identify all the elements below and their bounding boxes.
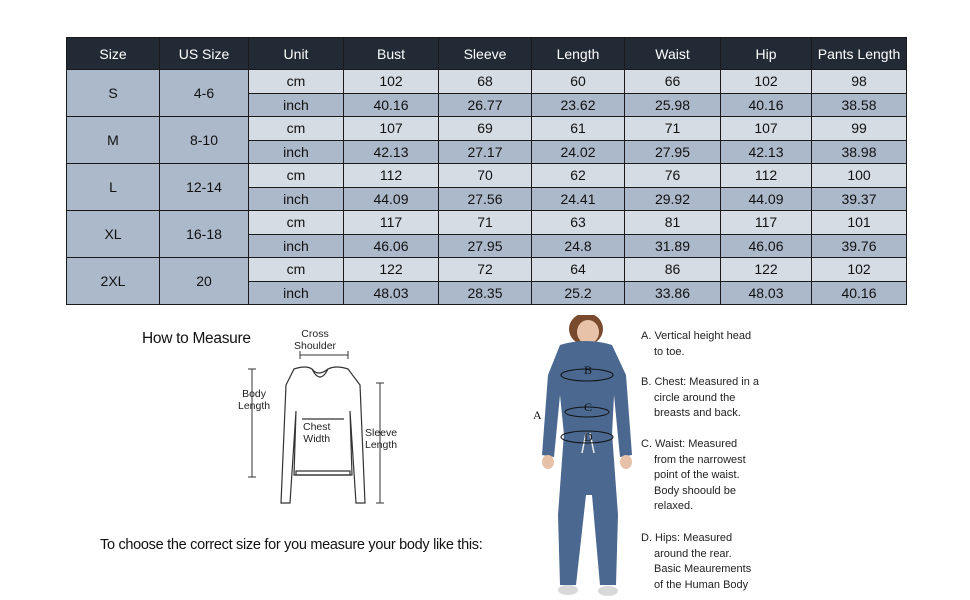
table-cell: 48.03 (721, 281, 812, 305)
table-row (67, 164, 907, 188)
table-cell: 99 (812, 117, 907, 141)
unit-cell: inch (249, 234, 344, 258)
table-cell: 27.56 (439, 187, 532, 211)
header-cell: Pants Length (812, 38, 907, 70)
table-cell: 122 (721, 258, 812, 282)
table-cell: 38.58 (812, 93, 907, 117)
unit-cell: cm (249, 70, 344, 94)
right-hand (620, 455, 632, 469)
size-cell: S (67, 70, 160, 117)
cross-shoulder-label: Cross Shoulder (294, 328, 337, 352)
table-cell: 48.03 (344, 281, 439, 305)
header-cell: Length (532, 38, 625, 70)
table-cell: 117 (721, 211, 812, 235)
table-cell: 24.8 (532, 234, 625, 258)
left-hand (542, 455, 554, 469)
table-cell: 66 (625, 70, 721, 94)
table-cell: 98 (812, 70, 907, 94)
marker-d: D (584, 430, 593, 444)
table-cell: 101 (812, 211, 907, 235)
size-cell: 2XL (67, 258, 160, 305)
table-cell: 46.06 (344, 234, 439, 258)
table-cell: 112 (344, 164, 439, 188)
unit-cell: inch (249, 93, 344, 117)
right-slipper (598, 586, 618, 596)
table-cell: 102 (812, 258, 907, 282)
chest-width-label: Chest Width (303, 421, 331, 445)
header-cell: US Size (160, 38, 249, 70)
table-cell: 61 (532, 117, 625, 141)
table-row (67, 70, 907, 94)
table-cell: 28.35 (439, 281, 532, 305)
table-cell: 70 (439, 164, 532, 188)
unit-cell: inch (249, 281, 344, 305)
marker-b: B (584, 363, 593, 377)
table-cell: 81 (625, 211, 721, 235)
table-cell: 102 (721, 70, 812, 94)
us-size-cell: 12-14 (160, 164, 249, 211)
note-d: D. Hips: Measured around the rear. Basic Meaurements of the Human Body (641, 532, 752, 591)
unit-cell: cm (249, 164, 344, 188)
table-cell: 40.16 (344, 93, 439, 117)
size-chart-table (66, 37, 907, 305)
size-cell: L (67, 164, 160, 211)
table-cell: 38.98 (812, 140, 907, 164)
note-a: A. Vertical height head to toe. (641, 330, 752, 358)
header-cell: Unit (249, 38, 344, 70)
table-cell: 42.13 (721, 140, 812, 164)
shirt-diagram (232, 325, 412, 510)
table-cell: 29.92 (625, 187, 721, 211)
unit-cell: cm (249, 211, 344, 235)
table-cell: 31.89 (625, 234, 721, 258)
table-cell: 27.95 (439, 234, 532, 258)
left-slipper (558, 585, 578, 595)
table-cell: 64 (532, 258, 625, 282)
size-cell: XL (67, 211, 160, 258)
model-photo (520, 315, 635, 600)
table-cell: 42.13 (344, 140, 439, 164)
table-row (67, 258, 907, 282)
pants-shape (558, 433, 618, 585)
table-row (67, 117, 907, 141)
table-cell: 39.76 (812, 234, 907, 258)
header-cell: Bust (344, 38, 439, 70)
marker-a: A (533, 408, 542, 422)
table-cell: 24.02 (532, 140, 625, 164)
table-cell: 23.62 (532, 93, 625, 117)
table-cell: 27.95 (625, 140, 721, 164)
table-cell: 107 (344, 117, 439, 141)
table-cell: 27.17 (439, 140, 532, 164)
us-size-cell: 4-6 (160, 70, 249, 117)
table-cell: 39.37 (812, 187, 907, 211)
table-cell: 112 (721, 164, 812, 188)
how-to-measure-title: How to Measure (142, 330, 251, 347)
table-cell: 72 (439, 258, 532, 282)
table-cell: 46.06 (721, 234, 812, 258)
face-shape (577, 320, 599, 344)
table-cell: 33.86 (625, 281, 721, 305)
table-cell: 40.16 (721, 93, 812, 117)
table-cell: 60 (532, 70, 625, 94)
table-header-row (67, 38, 907, 70)
header-cell: Sleeve (439, 38, 532, 70)
unit-cell: cm (249, 258, 344, 282)
us-size-cell: 20 (160, 258, 249, 305)
table-cell: 102 (344, 70, 439, 94)
sleeve-length-label: Sleeve Length (365, 427, 398, 451)
unit-cell: inch (249, 187, 344, 211)
note-b: B. Chest: Measured in a circle around the breasts and back. (641, 376, 760, 419)
measure-instruction: To choose the correct size for you measure your body like this: (100, 537, 483, 553)
header-cell: Waist (625, 38, 721, 70)
table-cell: 71 (439, 211, 532, 235)
marker-c: C (584, 400, 593, 414)
table-cell: 86 (625, 258, 721, 282)
header-cell: Hip (721, 38, 812, 70)
table-cell: 71 (625, 117, 721, 141)
table-cell: 117 (344, 211, 439, 235)
unit-cell: cm (249, 117, 344, 141)
table-cell: 122 (344, 258, 439, 282)
table-cell: 63 (532, 211, 625, 235)
us-size-cell: 8-10 (160, 117, 249, 164)
header-cell: Size (67, 38, 160, 70)
table-cell: 76 (625, 164, 721, 188)
table-cell: 26.77 (439, 93, 532, 117)
table-cell: 44.09 (721, 187, 812, 211)
table-cell: 40.16 (812, 281, 907, 305)
us-size-cell: 16-18 (160, 211, 249, 258)
table-cell: 44.09 (344, 187, 439, 211)
body-length-label: Body Length (238, 388, 271, 412)
unit-cell: inch (249, 140, 344, 164)
table-cell: 69 (439, 117, 532, 141)
table-cell: 100 (812, 164, 907, 188)
table-cell: 68 (439, 70, 532, 94)
note-c: C. Waist: Measured from the narrowest point of the waist. Body shoould be relaxed. (641, 438, 746, 512)
table-cell: 107 (721, 117, 812, 141)
table-cell: 62 (532, 164, 625, 188)
table-cell: 25.2 (532, 281, 625, 305)
table-cell: 24.41 (532, 187, 625, 211)
table-row (67, 211, 907, 235)
table-cell: 25.98 (625, 93, 721, 117)
size-cell: M (67, 117, 160, 164)
